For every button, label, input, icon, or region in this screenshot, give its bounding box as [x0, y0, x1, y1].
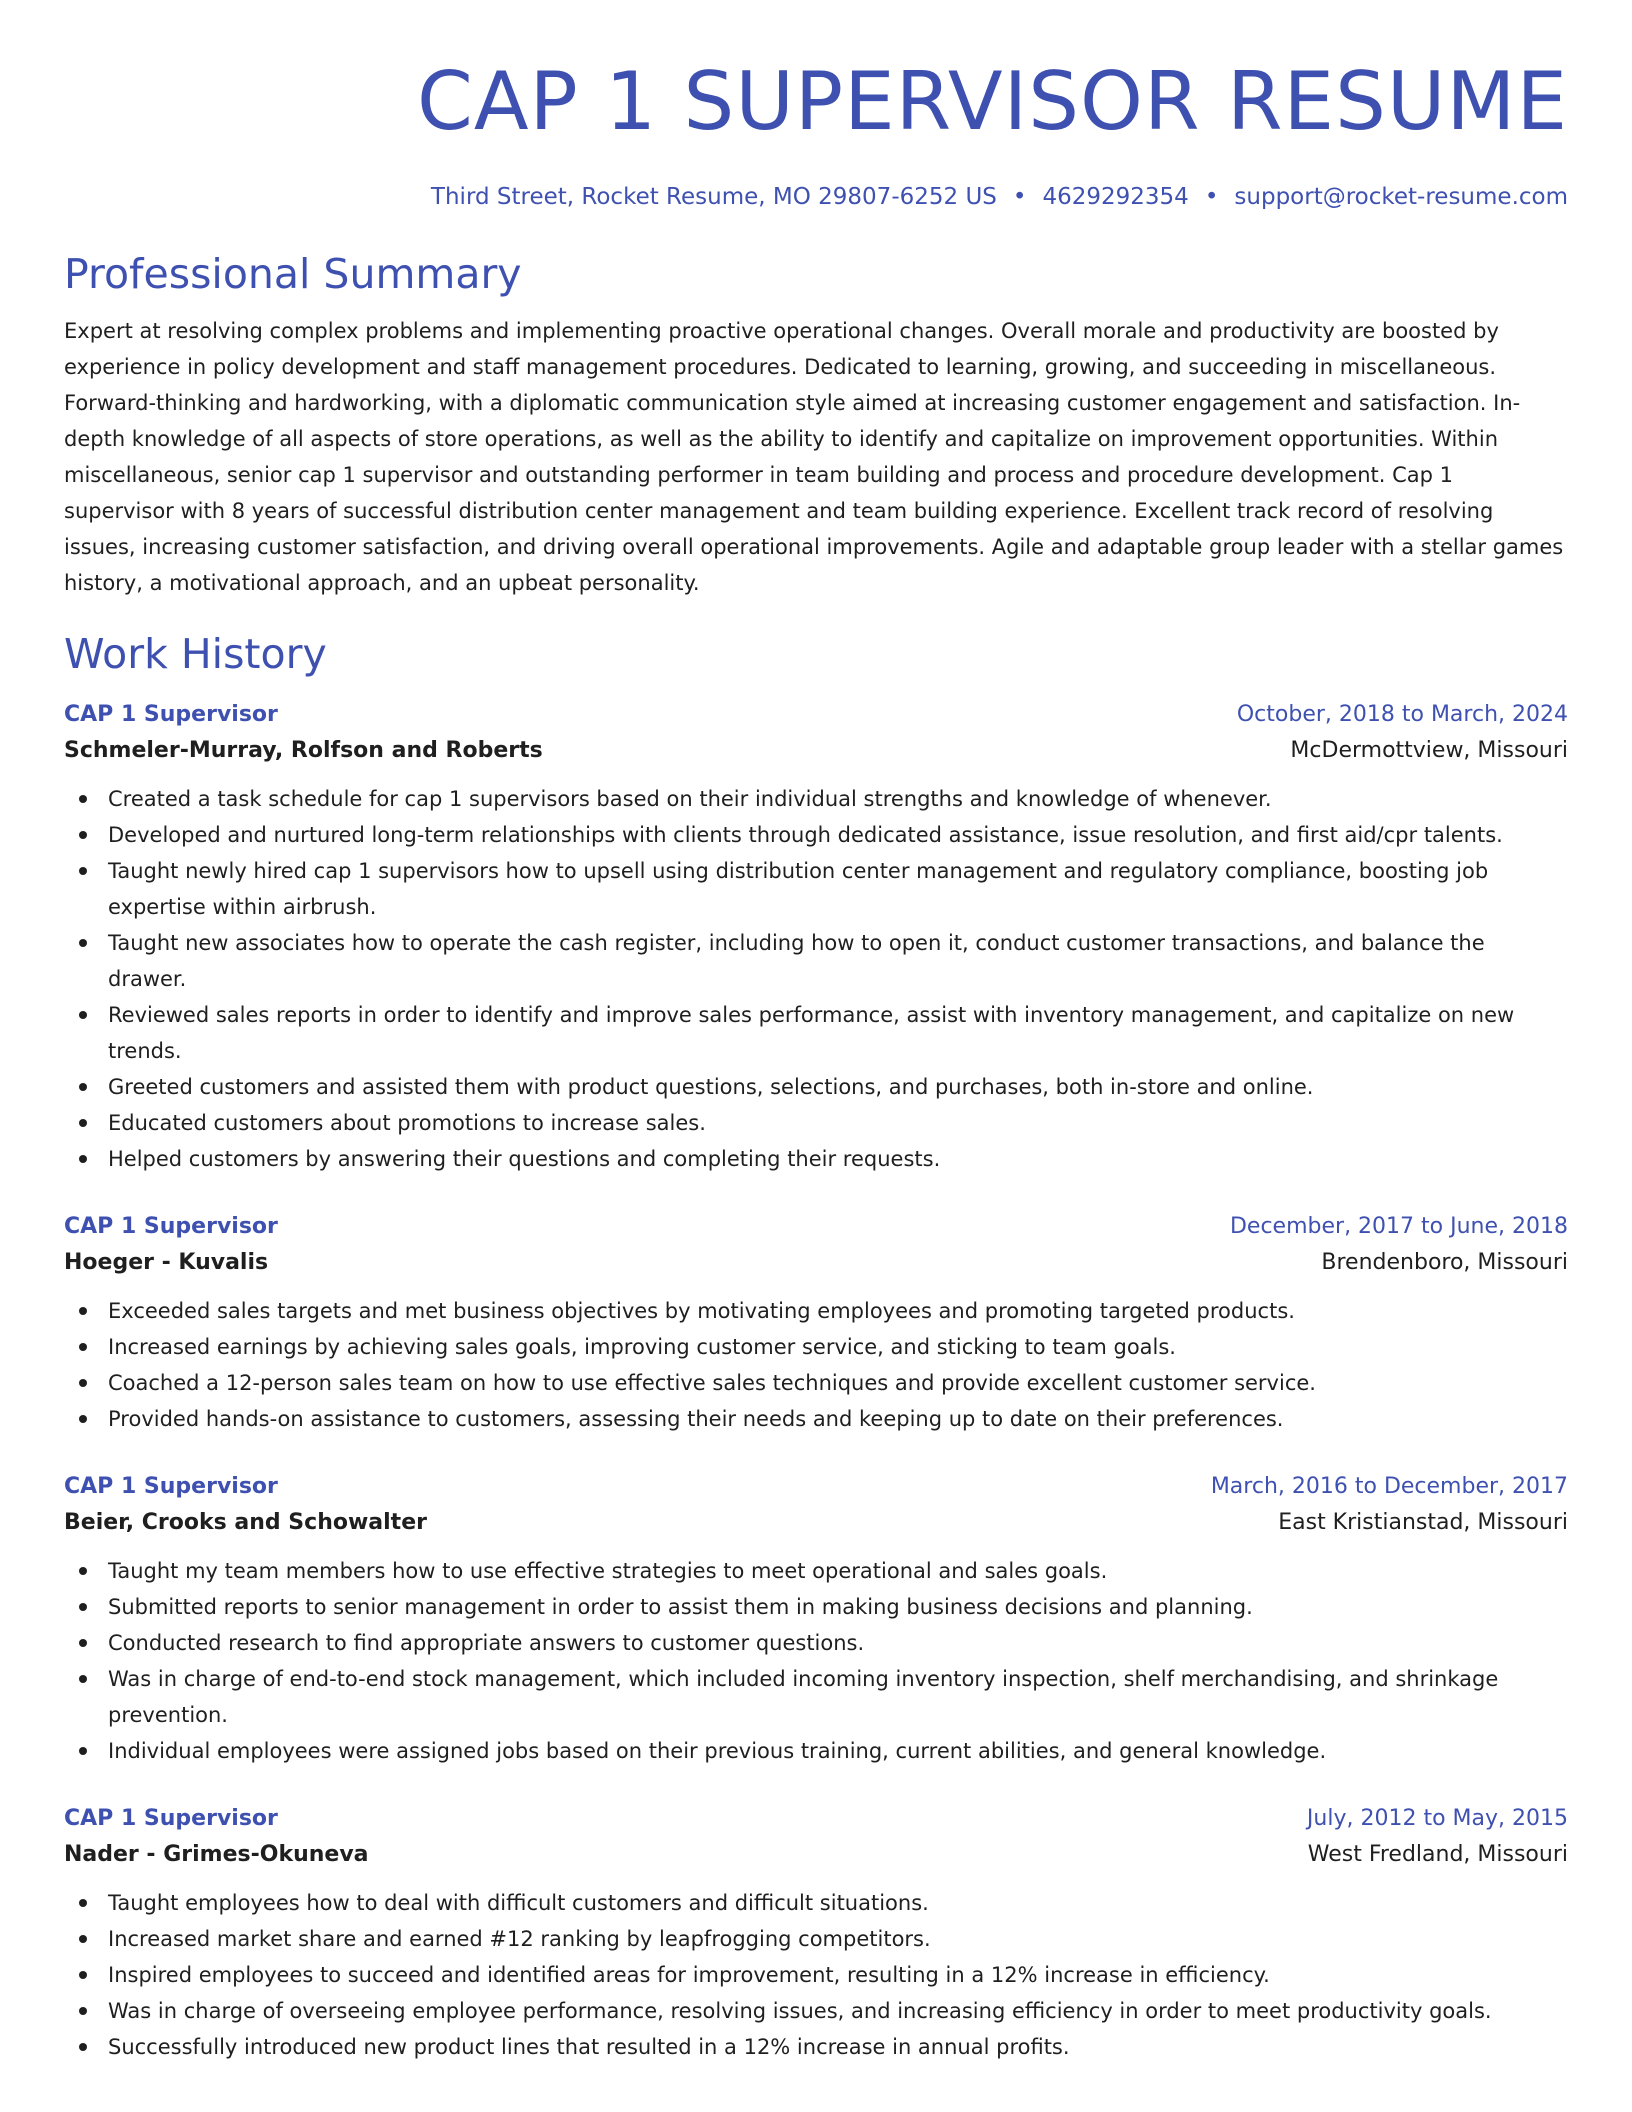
job-title-row	[64, 1471, 1568, 1503]
job-dates: December, 2017 to June, 2018	[1229, 1214, 1568, 1239]
job-company-row	[64, 1835, 1568, 1875]
bullet-dot-icon	[79, 1379, 87, 1387]
bullet-dot-icon	[79, 1603, 87, 1611]
list-item	[64, 1625, 1568, 1661]
bullet-dot-icon	[79, 1307, 87, 1315]
bullet-text: Provided hands-on assistance to customers, assessing their needs and keeping up to date on their preferences.	[108, 1407, 1284, 1431]
list-item	[64, 781, 1568, 817]
list-item	[64, 1365, 1568, 1401]
resume-title: CAP 1 SUPERVISOR RESUME	[416, 55, 1568, 148]
bullet-dot-icon	[79, 2007, 87, 2015]
list-item	[64, 1733, 1568, 1769]
bullet-dot-icon	[79, 831, 87, 839]
list-item	[64, 1885, 1568, 1921]
bullet-dot-icon	[79, 1639, 87, 1647]
bullet-dot-icon	[79, 1675, 87, 1683]
bullet-text: Developed and nurtured long-term relationships with clients through dedicated assistance, issue resolution, and first aid/cpr talents.	[108, 823, 1503, 847]
contact-separator: •	[1012, 184, 1027, 210]
job-title-row	[64, 699, 1568, 731]
list-item	[64, 1589, 1568, 1625]
bullet-dot-icon	[79, 1935, 87, 1943]
list-item	[64, 853, 1568, 925]
bullet-dot-icon	[79, 1011, 87, 1019]
job-title-row	[64, 1211, 1568, 1243]
job-company-row	[64, 1503, 1568, 1543]
bullet-text: Increased earnings by achieving sales goals, improving customer service, and sticking to team goals.	[108, 1335, 1176, 1359]
bullet-text: Successfully introduced new product lines that resulted in a 12% increase in annual profits.	[108, 2035, 1070, 2059]
job-dates: October, 2018 to March, 2024	[1236, 702, 1568, 727]
bullet-dot-icon	[79, 1747, 87, 1755]
bullet-text: Created a task schedule for cap 1 supervisors based on their individual strengths and knowledge of whenever.	[108, 787, 1272, 811]
bullet-text: Was in charge of end-to-end stock management, which included incoming inventory inspection, shelf merchandising, and shrinkage prevention.	[108, 1667, 1499, 1727]
list-item	[64, 1553, 1568, 1589]
bullet-text: Conducted research to find appropriate answers to customer questions.	[108, 1631, 865, 1655]
job-title-row	[64, 1803, 1568, 1835]
contact-phone: 4629292354	[1042, 184, 1189, 210]
bullet-text: Taught my team members how to use effective strategies to meet operational and sales goals.	[108, 1559, 1108, 1583]
list-item	[64, 1329, 1568, 1365]
list-item	[64, 1993, 1568, 2029]
job-location: West Fredland, Missouri	[1307, 1842, 1568, 1867]
bullet-dot-icon	[79, 1083, 87, 1091]
job-title: CAP 1 Supervisor	[64, 702, 278, 727]
job-location: East Kristianstad, Missouri	[1278, 1510, 1568, 1535]
job-bullet-list	[64, 1553, 1568, 1769]
summary-text: Expert at resolving complex problems and implementing proactive operational changes. Overall morale and productivity are boosted by experience in policy development and staff management procedures. Dedicated to learning, growing, and succeeding in miscellaneous. Forward-thinking and hardworking, with a diplomatic communication style aimed at increasing customer engagement and satisfaction. In-depth knowledge of all aspects of store operations, as well as the ability to identify and capitalize on improvement opportunities. Within miscellaneous, senior cap 1 supervisor and outstanding performer in team building and process and procedure development. Cap 1 supervisor with 8 years of successful distribution center management and team building experience. Excellent track record of resolving issues, increasing customer satisfaction, and driving overall operational improvements. Agile and adaptable group leader with a stellar games history, a motivational approach, and an upbeat personality.	[64, 319, 1564, 595]
bullet-dot-icon	[79, 1119, 87, 1127]
bullet-text: Exceeded sales targets and met business objectives by motivating employees and promoting targeted products.	[108, 1299, 1295, 1323]
contact-line	[64, 181, 1568, 213]
job-entry	[64, 1211, 1568, 1437]
bullet-text: Taught employees how to deal with difficult customers and difficult situations.	[108, 1891, 929, 1915]
list-item	[64, 925, 1568, 997]
bullet-dot-icon	[79, 1343, 87, 1351]
resume-page	[64, 50, 1568, 2065]
bullet-text: Greeted customers and assisted them with product questions, selections, and purchases, both in-store and online.	[108, 1075, 1314, 1099]
list-item	[64, 1957, 1568, 1993]
list-item	[64, 1069, 1568, 1105]
job-dates: July, 2012 to May, 2015	[1306, 1806, 1568, 1831]
bullet-text: Educated customers about promotions to increase sales.	[108, 1111, 706, 1135]
job-entry	[64, 1803, 1568, 2065]
list-item	[64, 817, 1568, 853]
list-item	[64, 1293, 1568, 1329]
bullet-text: Taught newly hired cap 1 supervisors how to upsell using distribution center management and regulatory compliance, boosting job expertise within airbrush.	[108, 859, 1489, 919]
bullet-dot-icon	[79, 867, 87, 875]
bullet-dot-icon	[79, 1899, 87, 1907]
contact-separator: •	[1204, 184, 1219, 210]
list-item	[64, 997, 1568, 1069]
list-item	[64, 1921, 1568, 1957]
bullet-text: Coached a 12-person sales team on how to use effective sales techniques and provide excellent customer service.	[108, 1371, 1316, 1395]
bullet-dot-icon	[79, 939, 87, 947]
job-company-row	[64, 731, 1568, 771]
job-title: CAP 1 Supervisor	[64, 1214, 278, 1239]
job-title: CAP 1 Supervisor	[64, 1474, 278, 1499]
summary-heading: Professional Summary	[64, 250, 522, 298]
list-item	[64, 1105, 1568, 1141]
bullet-dot-icon	[79, 1415, 87, 1423]
bullet-text: Submitted reports to senior management in order to assist them in making business decisions and planning.	[108, 1595, 1253, 1619]
job-company-row	[64, 1243, 1568, 1283]
bullet-text: Increased market share and earned #12 ranking by leapfrogging competitors.	[108, 1927, 931, 1951]
list-item	[64, 1661, 1568, 1733]
bullet-text: Inspired employees to succeed and identified areas for improvement, resulting in a 12% increase in efficiency.	[108, 1963, 1270, 1987]
job-bullet-list	[64, 1885, 1568, 2065]
list-item	[64, 1141, 1568, 1177]
job-bullet-list	[64, 1293, 1568, 1437]
contact-email[interactable]: support@rocket-resume.com	[1234, 184, 1568, 210]
work-history-list	[64, 699, 1568, 2065]
bullet-dot-icon	[79, 2043, 87, 2051]
list-item	[64, 2029, 1568, 2065]
bullet-text: Was in charge of overseeing employee performance, resolving issues, and increasing efficiency in order to meet productivity goals.	[108, 1999, 1492, 2023]
bullet-dot-icon	[79, 1155, 87, 1163]
bullet-dot-icon	[79, 795, 87, 803]
job-company: Beier, Crooks and Schowalter	[64, 1510, 427, 1535]
bullet-text: Helped customers by answering their questions and completing their requests.	[108, 1147, 941, 1171]
bullet-dot-icon	[79, 1971, 87, 1979]
job-title: CAP 1 Supervisor	[64, 1806, 278, 1831]
job-company: Hoeger - Kuvalis	[64, 1250, 269, 1275]
bullet-text: Reviewed sales reports in order to identify and improve sales performance, assist with inventory management, and capitalize on new trends.	[108, 1003, 1515, 1063]
contact-address: Third Street, Rocket Resume, MO 29807-6252 US	[430, 184, 997, 210]
bullet-text: Individual employees were assigned jobs based on their previous training, current abilities, and general knowledge.	[108, 1739, 1327, 1763]
job-dates: March, 2016 to December, 2017	[1210, 1474, 1568, 1499]
job-company: Schmeler-Murray, Rolfson and Roberts	[64, 738, 543, 763]
job-entry	[64, 1471, 1568, 1769]
job-location: McDermottview, Missouri	[1290, 738, 1568, 763]
job-bullet-list	[64, 781, 1568, 1177]
work-history-heading: Work History	[64, 630, 327, 678]
job-company: Nader - Grimes-Okuneva	[64, 1842, 369, 1867]
job-location: Brendenboro, Missouri	[1321, 1250, 1568, 1275]
list-item	[64, 1401, 1568, 1437]
bullet-text: Taught new associates how to operate the cash register, including how to open it, conduct customer transactions, and balance the drawer.	[108, 931, 1485, 991]
job-entry	[64, 699, 1568, 1177]
bullet-dot-icon	[79, 1567, 87, 1575]
